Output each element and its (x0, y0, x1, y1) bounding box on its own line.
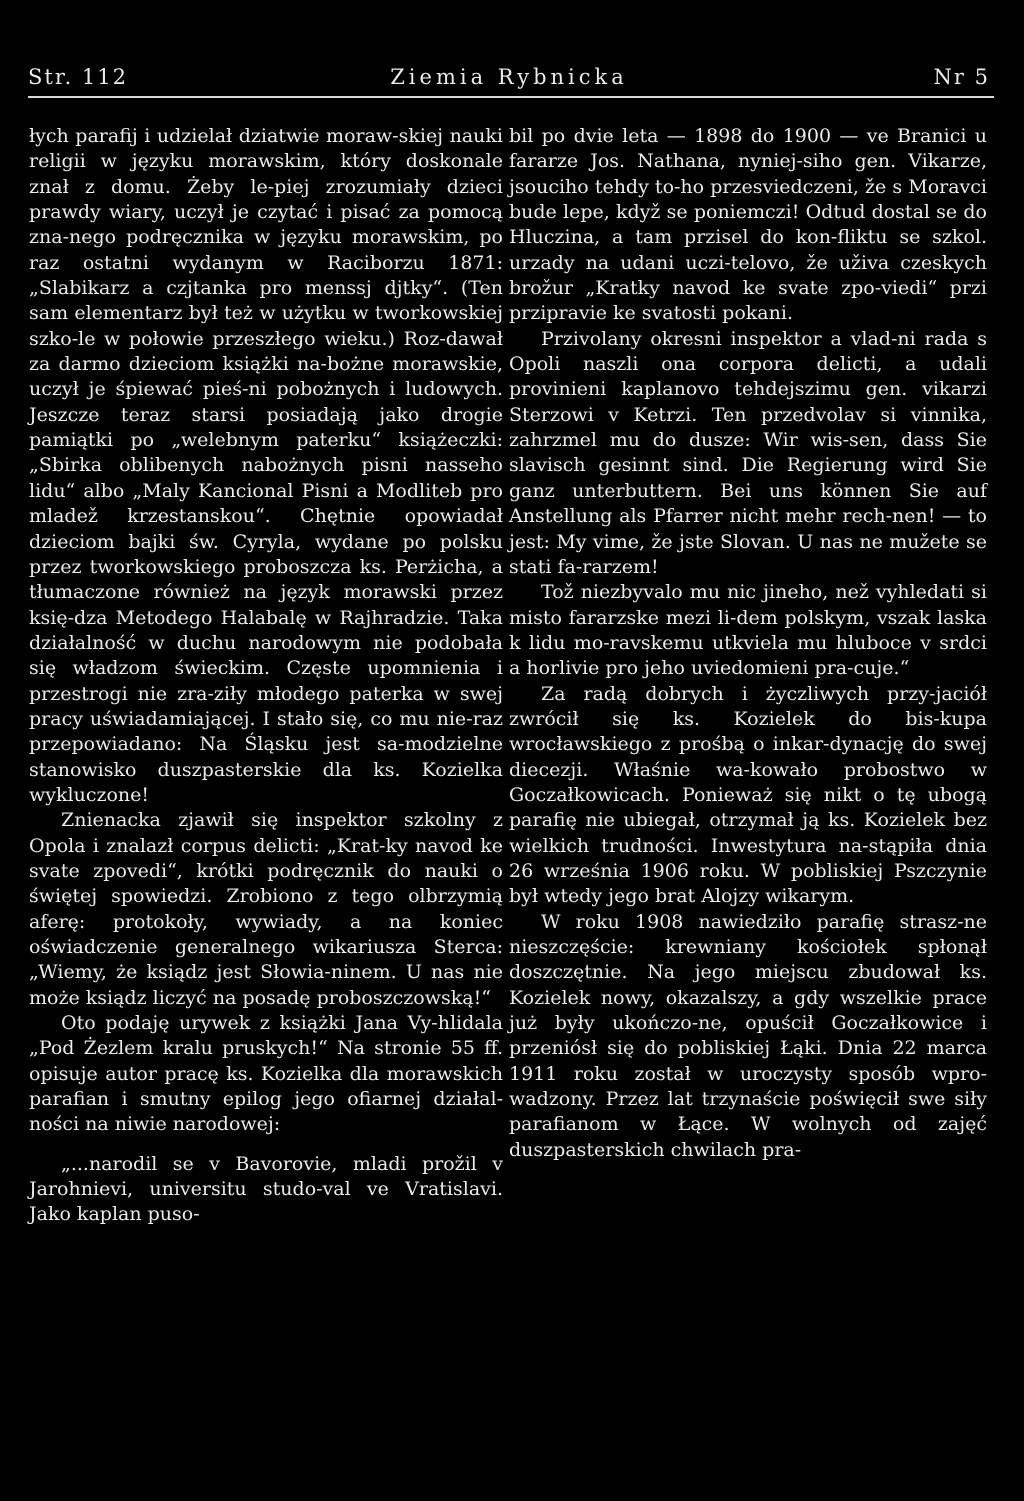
header-rule (28, 96, 994, 98)
right-paragraph-1: bil po dvie leta — 1898 do 1900 — ve Branici u fararze Jos. Nathana, nyniej-siho gen. Vikarze, jsouciho tehdy to-ho przesviedczeni, že s Moravci bude lepe, když se poniemczi! Odtud dostal se do Hluczina, a tam przisel do kon-fliktu se szkol. urzady na udani uczi-telovo, že uživa czeskych brožur „Kratky navod ke svate zpo-viedi“ przi przipravie ke svatosti pokani. (509, 125, 987, 325)
left-paragraph-2: Znienacka zjawił się inspektor szkolny z Opola i znalazł corpus delicti: „Krat-ky navod ke svate zpovedi“, krótki podręcznik do nauki o świętej spowiedzi. Zrobiono z tego olbrzymią aferę: protokoły, wywiady, a na koniec oświadczenie generalnego wikariusza Sterca: „Wiemy, że ksiądz jest Słowia-ninem. U nas nie może ksiądz liczyć na posadę proboszczowską!“ (29, 809, 503, 1009)
right-column (509, 124, 987, 1163)
left-paragraph-4: „...narodil se v Bavorovie, mladi prožil v Jarohnievi, universitu studo-val ve Vratislavi. Jako kaplan puso- (29, 1152, 503, 1226)
right-paragraph-4: Za radą dobrych i życzliwych przy-jaciół zwrócił się ks. Kozielek do bis-kupa wrocławskiego z prośbą o inkar-dynację do swej diecezji. Właśnie wa-kowało probostwo w Goczałkowicach. Ponieważ się nikt o tę ubogą parafię nie ubiegał, otrzymał ją ks. Kozielek bez wielkich trudności. Inwestytura na-stąpiła dnia 26 września 1906 roku. W pobliskiej Pszczynie był wtedy jego brat Alojzy wikarym. (509, 682, 987, 908)
left-paragraph-3: Oto podaję urywek z książki Jana Vy-hlidala „Pod Żezlem kralu pruskych!“ Na stronie 55 ff. opisuje autor pracę ks. Kozielka dla morawskich parafian i smutny epilog jego ofiarnej działal-ności na niwie narodowej: (29, 1012, 503, 1136)
right-paragraph-5: W roku 1908 nawiedziło parafię strasz-ne nieszczęście: krewniany kościołek spłonął doszczętnie. Na jego miejscu zbudował ks. Kozielek nowy, okazalszy, a gdy wszelkie prace już były ukończo-ne, opuścił Goczałkowice i przeniósł się do pobliskiej Łąki. Dnia 22 marca 1911 roku został w uroczysty sposób wpro-wadzony. Przez lat trzynaście poświęcił swe siły parafianom w Łące. W wolnych od zajęć duszpasterskich chwilach pra- (509, 910, 987, 1161)
left-paragraph-1: łych parafij i udzielał dziatwie moraw-skiej nauki religii w języku morawskim, który doskonale znał z domu. Żeby le-piej zrozumiały dzieci prawdy wiary, uczył je czytać i pisać za pomocą zna-nego podręcznika w języku morawskim, po raz ostatni wydanym w Raciborzu 1871: „Slabikarz a czjtanka pro menssj djtky“. (Ten sam elementarz był też w użytku w tworkowskiej szko-le w połowie przeszłego wieku.) Roz-dawał za darmo dzieciom książki na-bożne morawskie, uczył je śpiewać pieś-ni pobożnych i ludowych. Jeszcze teraz starsi posiadają jako drogie pamiątki po „welebnym paterku“ książeczki: „Sbirka oblibenych nabożnych pisni nasseho lidu“ albo „Maly Kancional Pisni a Modliteb pro mladež krzestanskou“. Chętnie opowiadał dzieciom bajki św. Cyryla, wydane po polsku przez tworkowskiego proboszcza ks. Perżicha, a tłumaczone również na język morawski przez księ-dza Metodego Halabalę w Rajhradzie. Taka działalność w duchu narodowym nie podobała się władzom świeckim. Częste upomnienia i przestrogi nie zra-ziły młodego paterka w swej pracy uświadamiającej. I stało się, co mu nie-raz przepowiadano: Na Śląsku jest sa-modzielne stanowisko duszpasterskie dla ks. Kozielka wykluczone! (29, 125, 503, 806)
left-column (29, 124, 503, 1228)
right-paragraph-2: Przivolany okresni inspektor a vlad-ni rada s Opoli naszli ona corpora delicti, a udali provinieni kaplanovo tehdejszimu gen. vikarzi Sterzowi v Ketrzi. Ten przedvolav si vinnika, zahrzmel mu do dusze: Wir wis-sen, dass Sie slavisch gesinnt sind. Die Regierung wird Sie ganz unterbuttern. Bei uns können Sie auf Anstellung als Pfarrer nicht mehr rech-nen! — to jest: My vime, že jste Slovan. U nas ne mužete se stati fa-rarzem! (509, 327, 987, 578)
running-head (28, 62, 990, 92)
page-number: Str. 112 (28, 65, 128, 89)
journal-title: Ziemia Rybnicka (390, 65, 628, 89)
issue-number: Nr 5 (933, 65, 990, 89)
right-paragraph-3: Tož niezbyvalo mu nic jineho, než vyhledati si misto fararzske mezi li-dem polskym, vszak laska k lidu mo-ravskemu utkviela mu hluboce v srdci a horlivie pro jeho uviedomieni pra-cuje.“ (509, 581, 987, 680)
